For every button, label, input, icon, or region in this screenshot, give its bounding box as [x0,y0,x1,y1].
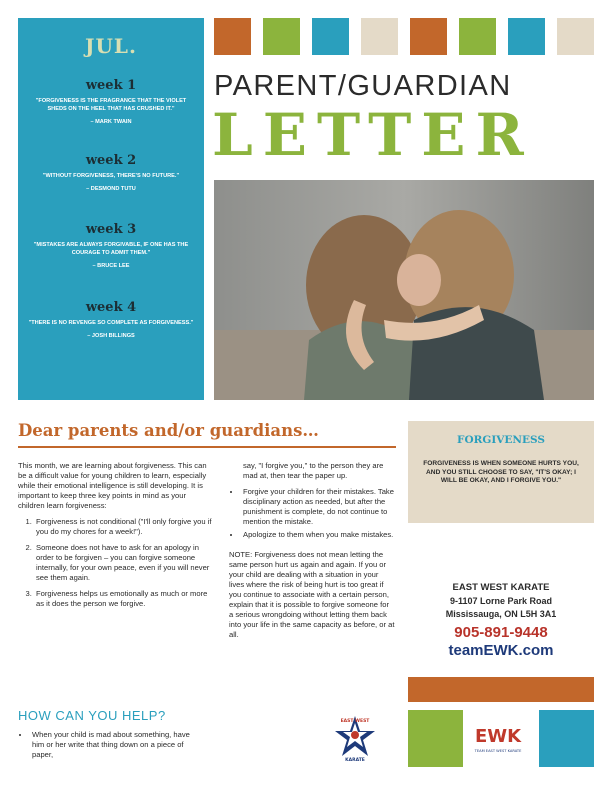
week-3-quote: "MISTAKES ARE ALWAYS FORGIVABLE, IF ONE HAS THE COURAGE TO ADMIT THEM." [33,242,189,256]
week-1-title: week 1 [85,78,137,93]
east-west-karate-star-logo [333,713,377,763]
decor-square-green [408,710,463,767]
week-2-block [28,153,194,192]
website-link[interactable]: teamEWK.com [448,642,554,659]
contact-block [408,582,594,659]
letter-intro: This month, we are learning about forgiveness. This can be a difficult value for young children to learn, especially while their emotional intelligence is still developing. It is important to keep three key points in mind as your children learn forgiveness: [18,461,207,510]
address-line-1: 9-1107 Lorne Park Road [449,596,553,606]
definition-title: FORGIVENESS [457,434,545,446]
week-2-title: week 2 [85,153,137,168]
star-logo-top-text: EAST WEST [340,719,370,724]
letter-column-1 [18,461,214,615]
week-1-block [28,78,194,125]
week-2-quote: "WITHOUT FORGIVENESS, THERE'S NO FUTURE." [42,173,180,179]
title-parent-guardian: PARENT/GUARDIAN [214,70,512,102]
decor-square-teal [539,710,594,767]
school-name: EAST WEST KARATE [452,582,550,593]
ewk-logo-letters: EWK [474,726,522,747]
help-list-continued [241,487,395,540]
title-letter: LETTER [212,101,534,169]
decor-square-beige [361,18,398,55]
week-4-block [28,300,194,339]
week-1-quote: "FORGIVENESS IS THE FRAGRANCE THAT THE VIOLET SHEDS ON THE HEEL THAT HAS CRUSHED IT." [35,98,187,112]
letter-column-2 [229,461,395,640]
decor-square-teal [312,18,349,55]
heading-divider [18,446,396,448]
ewk-logo-tagline: TEAM EAST WEST KARATE [474,749,522,753]
hug-photo-illustration [214,180,594,400]
week-3-author: – BRUCE LEE [92,263,130,269]
key-point: 2. Someone does not have to ask for an apology in order to be forgiven – you can forgive someone internally, for your own peace, even if you will never see them again. [34,543,214,583]
help-item-continuation: say, "I forgive you," to the person they are mad at, then tear the paper up. [243,461,384,480]
month-label: JUL. [85,34,137,58]
phone-number: 905-891-9448 [454,624,548,641]
quote-sidebar [18,18,204,400]
hug-photo [214,180,594,400]
week-4-quote: "THERE IS NO REVENGE SO COMPLETE AS FORGIVENESS." [28,320,194,326]
definition-box [408,421,594,523]
key-points-list [34,517,214,609]
decor-square-beige [557,18,594,55]
help-item: • Apologize to them when you make mistakes. [241,530,395,540]
decor-bar-orange [408,677,594,702]
key-point: 1. Forgiveness is not conditional ("I'll only forgive you if you do my chores for a week!"). [34,517,214,537]
note-paragraph: NOTE: Forgiveness does not mean letting the same person hurt us again and again. If you or your child are dealing with a situation in your lives where the risk of being hurt is too great if you continue to associate with a certain person, explain that it is possible to forgive someone for a serious wrongdoing without letting them back into your life in the same capacity as before, or at all. [229,550,395,639]
definition-text: FORGIVENESS IS WHEN SOMEONE HURTS YOU, AND YOU STILL CHOOSE TO SAY, "IT'S OKAY; I WILL BE OKAY, AND I FORGIVE YOU." [423,460,579,485]
decor-square-orange [214,18,251,55]
week-3-title: week 3 [85,222,137,237]
help-heading: HOW CAN YOU HELP? [18,708,166,723]
key-point: 3. Forgiveness helps us emotionally as much or more as it does the person we forgive. [34,589,214,609]
help-item: • Forgive your children for their mistakes. Take disciplinary action as needed, but after the punishment is complete, do not continue to mention the mistake. [241,487,395,527]
decor-square-green [263,18,300,55]
star-logo-bottom-text: KARATE [345,758,365,763]
decor-square-teal [508,18,545,55]
ewk-logo [467,720,529,756]
address-line-2: Mississauga, ON L5H 3A1 [445,609,557,619]
week-4-title: week 4 [85,300,137,315]
week-4-author: – JOSH BILLINGS [87,333,135,339]
letter-heading: Dear parents and/or guardians… [18,421,319,440]
help-list-start [18,727,204,763]
week-3-block [28,222,194,269]
help-list [30,730,204,760]
week-1-author: – MARK TWAIN [90,119,132,125]
decor-square-green [459,18,496,55]
ewk-logo-mark [467,720,529,756]
help-item: • When your child is mad about something, have him or her write that thing down on a piece of paper, [30,730,204,760]
decor-square-orange [410,18,447,55]
star-icon [333,713,377,763]
week-2-author: – DESMOND TUTU [86,186,136,192]
